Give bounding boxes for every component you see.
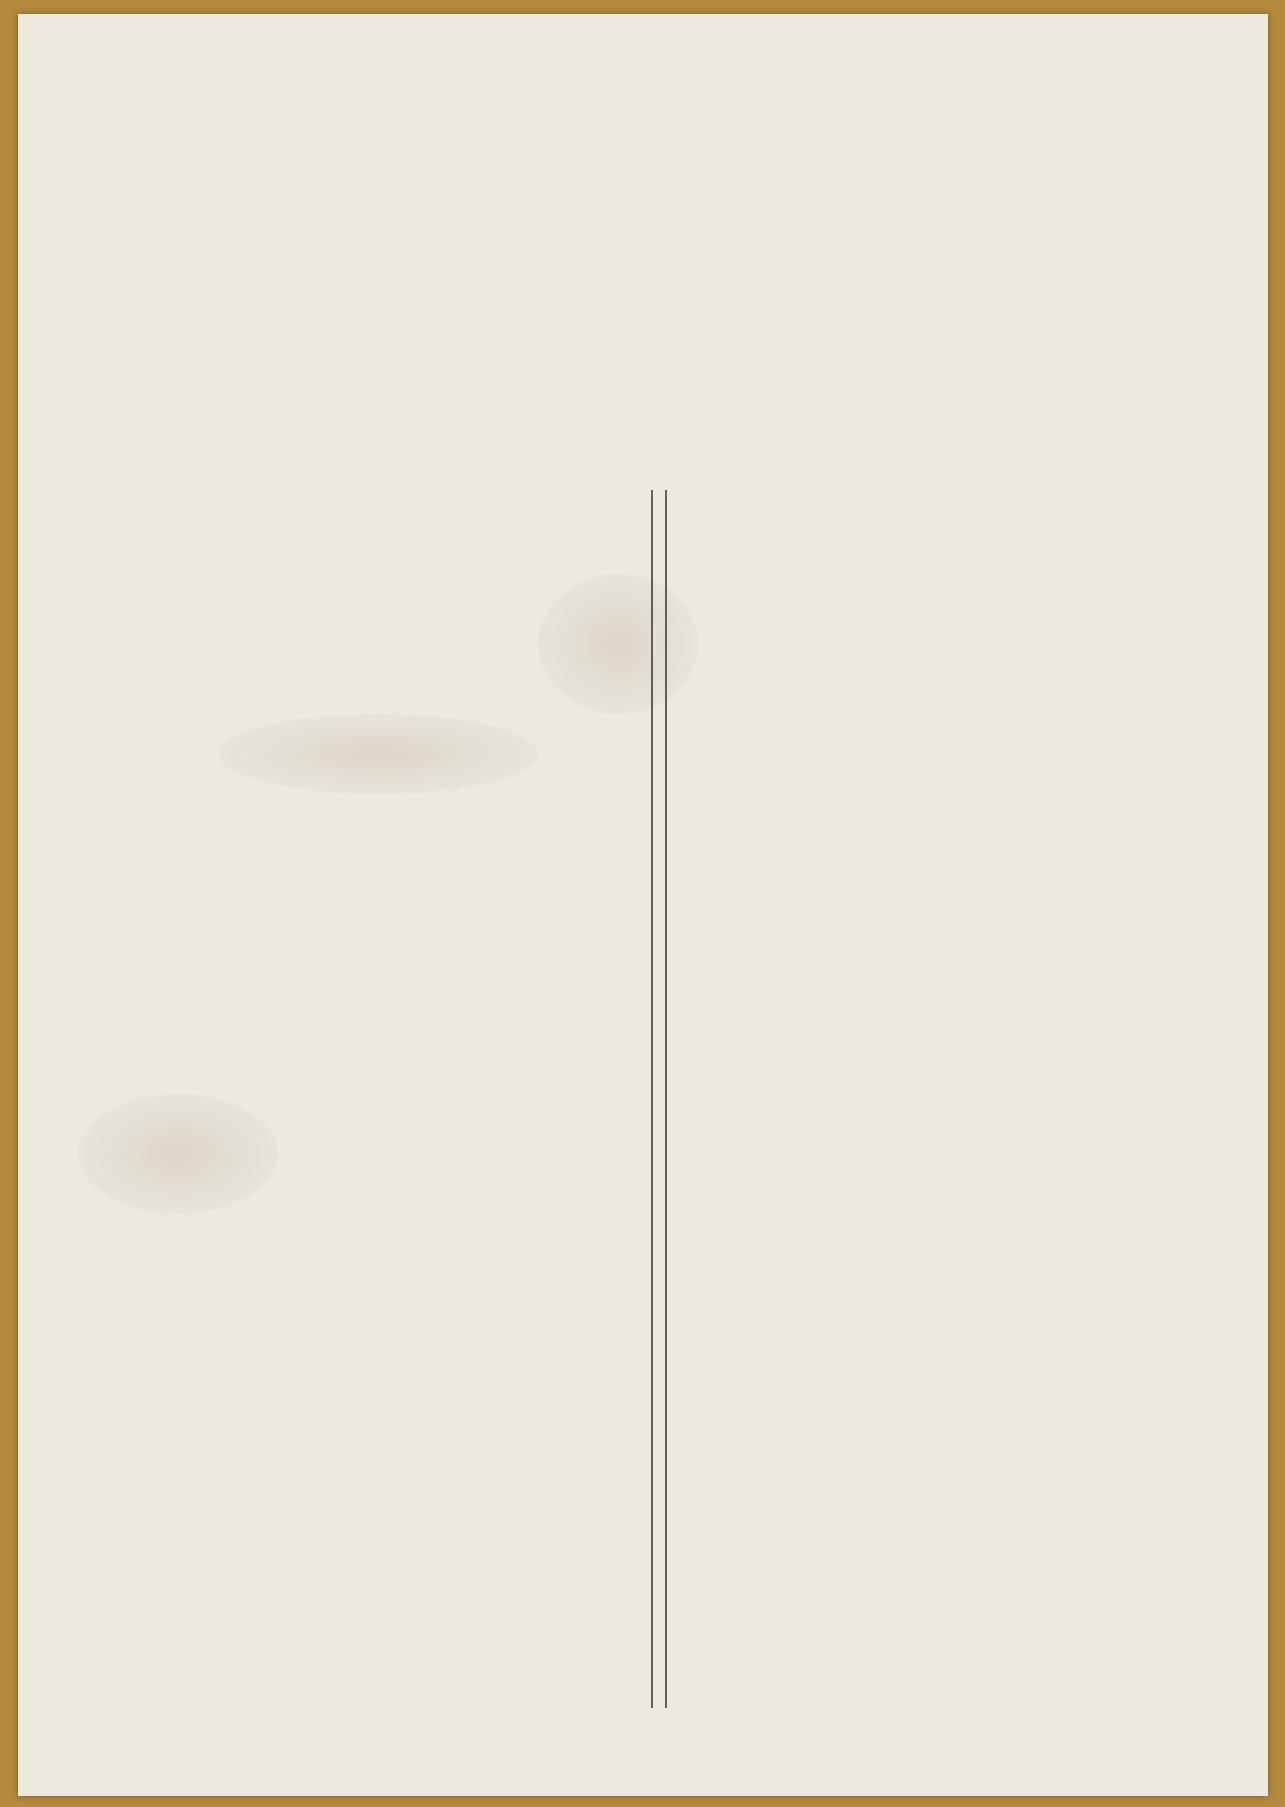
border-right [1190, 36, 1248, 1792]
broadside-content [96, 120, 1178, 1708]
border-top [26, 36, 1248, 116]
broadside-sheet [18, 14, 1268, 1796]
subtitle [96, 269, 1178, 288]
border-left [26, 36, 84, 1792]
wavy-rule [356, 460, 1056, 474]
border-bottom [26, 1708, 1248, 1792]
decorative-border [26, 36, 1248, 1792]
column-divider [648, 490, 670, 1708]
